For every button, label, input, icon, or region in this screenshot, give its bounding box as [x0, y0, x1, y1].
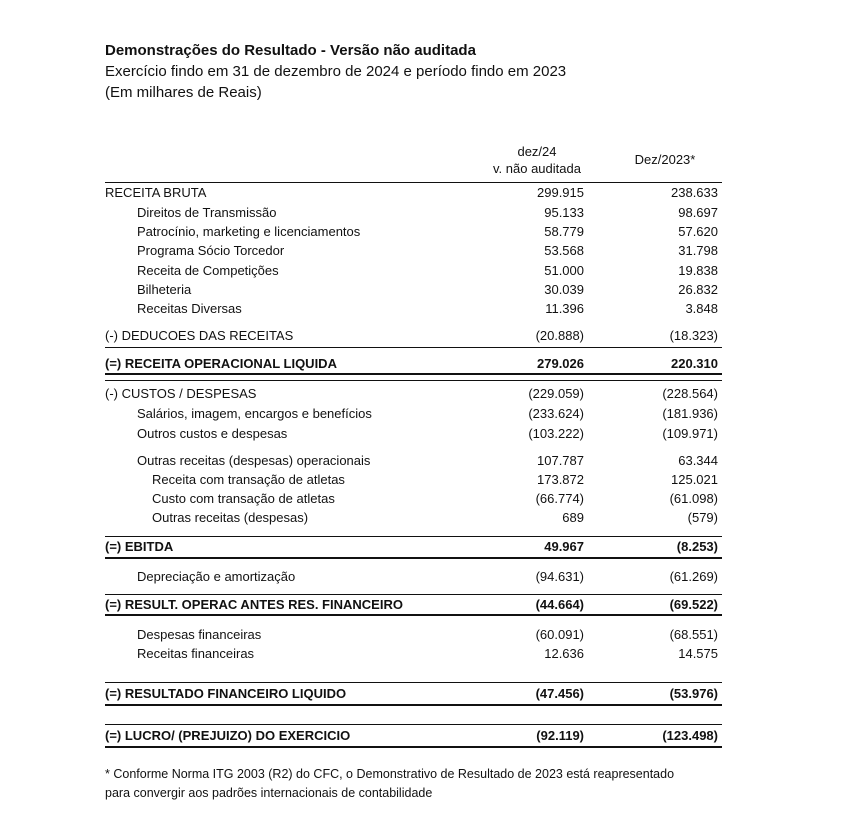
row-value-2024: (229.059)	[528, 386, 584, 401]
row-value-2023: (18.323)	[669, 328, 718, 343]
row-label: Patrocínio, marketing e licenciamentos	[137, 224, 361, 239]
row-value-2023: (228.564)	[662, 386, 718, 401]
row-value-2024: 107.787	[537, 453, 584, 468]
table-row	[105, 183, 722, 202]
table-row	[105, 222, 722, 241]
row-value-2024: (92.119)	[536, 728, 584, 743]
row-label: (-) CUSTOS / DESPESAS	[105, 386, 257, 401]
row-value-2024: 11.396	[545, 301, 584, 316]
table-row	[105, 470, 722, 489]
row-value-2023: 31.798	[678, 243, 718, 258]
row-value-2023: 57.620	[678, 224, 718, 239]
column-header-2024-line2: v. não auditada	[493, 161, 581, 176]
document-header	[105, 40, 566, 103]
table-row	[105, 424, 722, 443]
table-row-total	[105, 684, 722, 703]
table-row	[105, 299, 722, 318]
row-value-2024: 279.026	[537, 356, 584, 371]
row-label: Receitas Diversas	[137, 301, 242, 316]
row-label: Outros custos e despesas	[137, 426, 288, 441]
row-label: Despesas financeiras	[137, 627, 262, 642]
table-row	[105, 384, 722, 403]
row-label: RECEITA BRUTA	[105, 185, 207, 200]
table-rule	[105, 614, 722, 616]
row-value-2024: 173.872	[537, 472, 584, 487]
row-value-2023: 19.838	[678, 263, 718, 278]
row-value-2024: (103.222)	[528, 426, 584, 441]
table-row	[105, 404, 722, 423]
row-label: (=) RESULT. OPERAC ANTES RES. FINANCEIRO	[105, 597, 403, 612]
row-label: (=) RECEITA OPERACIONAL LIQUIDA	[105, 356, 337, 371]
document-subtitle: Exercício findo em 31 de dezembro de 2024 e período findo em 2023	[105, 63, 567, 80]
row-value-2023: 3.848	[685, 301, 718, 316]
table-rule	[105, 746, 722, 748]
table-row	[105, 644, 722, 663]
row-value-2023: 14.575	[678, 646, 718, 661]
row-value-2023: (68.551)	[669, 627, 718, 642]
row-value-2024: 53.568	[544, 243, 584, 258]
table-row-total	[105, 354, 722, 373]
table-row-total	[105, 537, 722, 556]
row-value-2024: (94.631)	[535, 569, 584, 584]
row-value-2024: (44.664)	[535, 597, 584, 612]
row-value-2024: 49.967	[544, 539, 584, 554]
table-row	[105, 261, 722, 280]
row-value-2023: (8.253)	[676, 539, 718, 554]
row-value-2023: (61.269)	[669, 569, 718, 584]
row-value-2023: (69.522)	[669, 597, 718, 612]
row-value-2024: 12.636	[544, 646, 584, 661]
table-row	[105, 489, 722, 508]
row-label: Outras receitas (despesas)	[152, 510, 309, 525]
table-rule	[105, 380, 722, 381]
table-row	[105, 326, 722, 345]
table-row-total	[105, 595, 722, 614]
footnote-line1: * Conforme Norma ITG 2003 (R2) do CFC, o Demonstrativo de Resultado de 2023 está reapresentado	[105, 767, 675, 781]
row-value-2024: (66.774)	[535, 491, 584, 506]
table-row	[105, 280, 722, 299]
row-label: (=) EBITDA	[105, 539, 174, 554]
table-rule	[105, 557, 722, 559]
column-header-2024-line1: dez/24	[517, 144, 557, 159]
row-value-2024: 51.000	[544, 263, 584, 278]
row-value-2024: 30.039	[544, 282, 584, 297]
row-value-2024: 95.133	[544, 205, 584, 220]
row-label: Direitos de Transmissão	[137, 205, 277, 220]
table-row	[105, 451, 722, 470]
table-rule	[105, 373, 722, 375]
document-title: Demonstrações do Resultado - Versão não auditada	[105, 42, 476, 59]
row-label: Bilheteria	[137, 282, 192, 297]
table-rule	[105, 682, 722, 683]
row-label: Receita com transação de atletas	[152, 472, 345, 487]
table-row	[105, 203, 722, 222]
table-row	[105, 567, 722, 586]
row-value-2023: (181.936)	[662, 406, 718, 421]
row-value-2023: 220.310	[671, 356, 718, 371]
row-value-2023: (53.976)	[669, 686, 718, 701]
row-label: (=) RESULTADO FINANCEIRO LIQUIDO	[105, 686, 347, 701]
document-unit: (Em milhares de Reais)	[105, 84, 262, 101]
footnote-line2: para convergir aos padrões internacionais de contabilidade	[105, 786, 433, 800]
row-value-2023: (579)	[687, 510, 718, 525]
table-rule	[105, 347, 722, 348]
row-value-2023: 238.633	[671, 185, 718, 200]
row-label: Programa Sócio Torcedor	[137, 243, 285, 258]
table-rule	[105, 724, 722, 725]
table-row	[105, 241, 722, 260]
row-value-2024: (233.624)	[528, 406, 584, 421]
footnote	[105, 765, 745, 803]
table-row	[105, 508, 722, 527]
row-label: Receita de Competições	[137, 263, 279, 278]
column-header-2024	[462, 143, 612, 177]
row-value-2023: 26.832	[678, 282, 718, 297]
row-value-2023: 125.021	[671, 472, 718, 487]
column-header-2023: Dez/2023*	[634, 152, 696, 167]
table-rule	[105, 704, 722, 706]
row-label: Outras receitas (despesas) operacionais	[137, 453, 371, 468]
row-value-2024: (20.888)	[535, 328, 584, 343]
row-label: Receitas financeiras	[137, 646, 255, 661]
row-label: Salários, imagem, encargos e benefícios	[137, 406, 372, 421]
table-row	[105, 625, 722, 644]
row-value-2024: 689	[562, 510, 584, 525]
row-value-2023: (61.098)	[669, 491, 718, 506]
row-label: (=) LUCRO/ (PREJUIZO) DO EXERCICIO	[105, 728, 351, 743]
row-value-2023: (123.498)	[662, 728, 718, 743]
row-label: Depreciação e amortização	[137, 569, 296, 584]
row-value-2024: 299.915	[537, 185, 584, 200]
row-value-2023: (109.971)	[662, 426, 718, 441]
row-value-2024: (60.091)	[535, 627, 584, 642]
row-label: (-) DEDUCOES DAS RECEITAS	[105, 328, 294, 343]
row-value-2023: 98.697	[678, 205, 718, 220]
row-value-2023: 63.344	[678, 453, 718, 468]
table-row-total	[105, 726, 722, 745]
row-value-2024: 58.779	[544, 224, 584, 239]
row-value-2024: (47.456)	[535, 686, 584, 701]
row-label: Custo com transação de atletas	[152, 491, 335, 506]
